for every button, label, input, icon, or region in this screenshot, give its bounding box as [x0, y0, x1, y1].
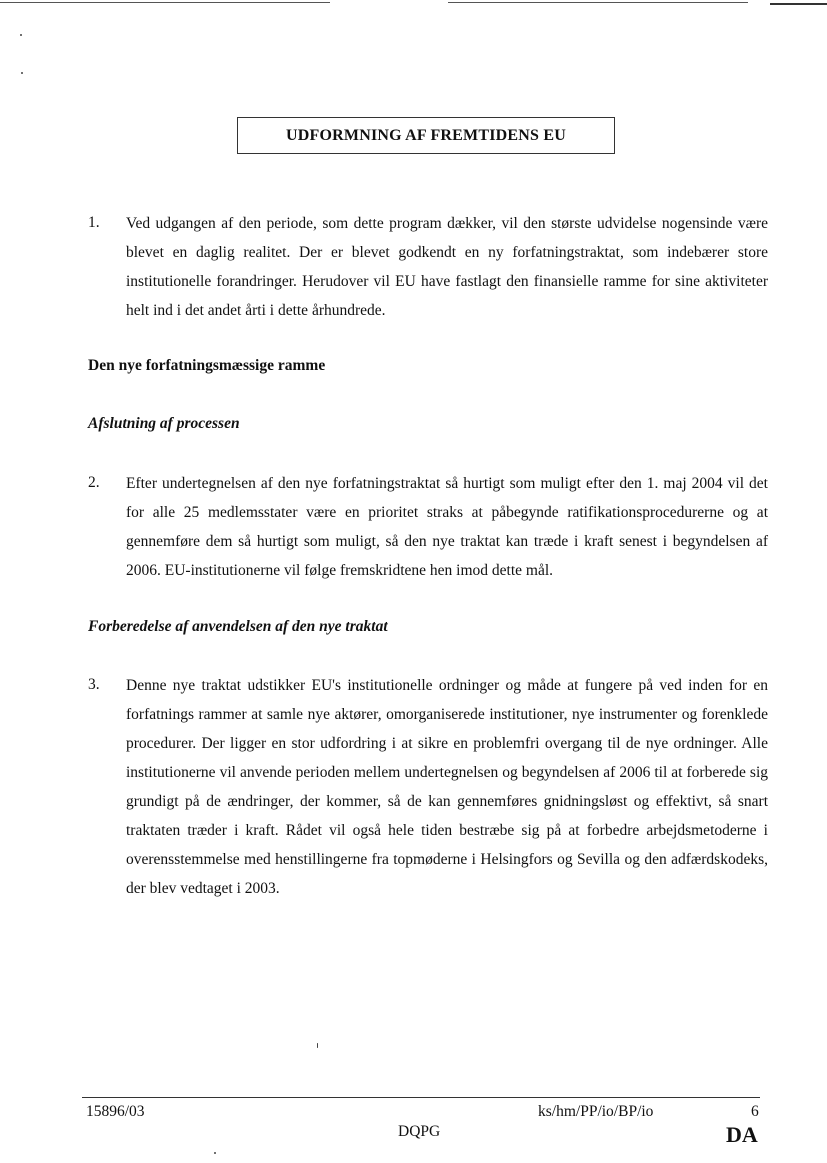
paragraph-number: 1.	[88, 214, 100, 231]
scan-speck	[317, 1043, 318, 1048]
scan-speck	[21, 72, 23, 74]
footer-doc-number: 15896/03	[86, 1103, 145, 1120]
footer-page-number: 6	[751, 1103, 759, 1120]
paragraph-text: Ved udgangen af den periode, som dette program dækker, vil den største udvidelse nogensinde være blevet en daglig realitet. Der er blevet godkendt en ny forfatningstraktat, som indebærer store institutionelle forandringer. Herudover vil EU have fastlagt den finansielle ramme for sine aktiviteter helt ind i det andet årti i dette århundrede.	[126, 215, 768, 319]
paragraph-3	[88, 676, 768, 903]
scan-speck	[214, 1152, 216, 1154]
scan-artifact-line	[0, 2, 330, 3]
footer-language-code: DA	[726, 1122, 758, 1147]
section-heading: Den nye forfatningsmæssige ramme	[88, 357, 326, 374]
paragraph-2	[88, 474, 768, 585]
scan-artifact-line	[448, 2, 748, 3]
paragraph-1	[88, 214, 768, 325]
subsection-heading-2: Forberedelse af anvendelsen af den nye traktat	[88, 618, 388, 635]
footer-department: DQPG	[398, 1123, 441, 1140]
paragraph-text: Denne nye traktat udstikker EU's institutionelle ordninger og måde at fungere på ved inden for en forfatnings rammer at samle nye aktører, omorganiserede institutioner, nye instrumenter og forenklede procedurer. Der ligger en stor udfordring i at sikre en problemfri overgang til de nye ordninger. Alle institutionerne vil anvende perioden mellem undertegnelsen og begyndelsen af 2006 til at forberede sig grundigt på de ændringer, der kommer, så de kan gennemføres gnidningsløst og effektivt, så snart traktaten træder i kraft. Rådet vil også hele tiden bestræbe sig på at forbedre arbejdsmetoderne i overensstemmelse med henstillingerne fra topmøderne i Helsingfors og Sevilla og den adfærdskodeks, der blev vedtaget i 2003.	[126, 677, 768, 897]
paragraph-number: 2.	[88, 474, 100, 491]
paragraph-number: 3.	[88, 676, 100, 693]
scan-speck	[20, 34, 22, 36]
document-title: UDFORMNING AF FREMTIDENS EU	[237, 117, 615, 154]
subsection-heading-1: Afslutning af processen	[88, 415, 240, 432]
footer-rule	[82, 1097, 760, 1098]
paragraph-text: Efter undertegnelsen af den nye forfatningstraktat så hurtigt som muligt efter den 1. maj 2004 vil det for alle 25 medlemsstater være en prioritet straks at påbegynde ratifikationsprocedurerne og at gennemføre dem så hurtigt som muligt, så den nye traktat kan træde i kraft senest i begyndelsen af 2006. EU-institutionerne vil følge fremskridtene hen imod dette mål.	[126, 475, 768, 579]
footer-initials: ks/hm/PP/io/BP/io	[538, 1103, 654, 1120]
scan-artifact-line	[770, 3, 827, 5]
